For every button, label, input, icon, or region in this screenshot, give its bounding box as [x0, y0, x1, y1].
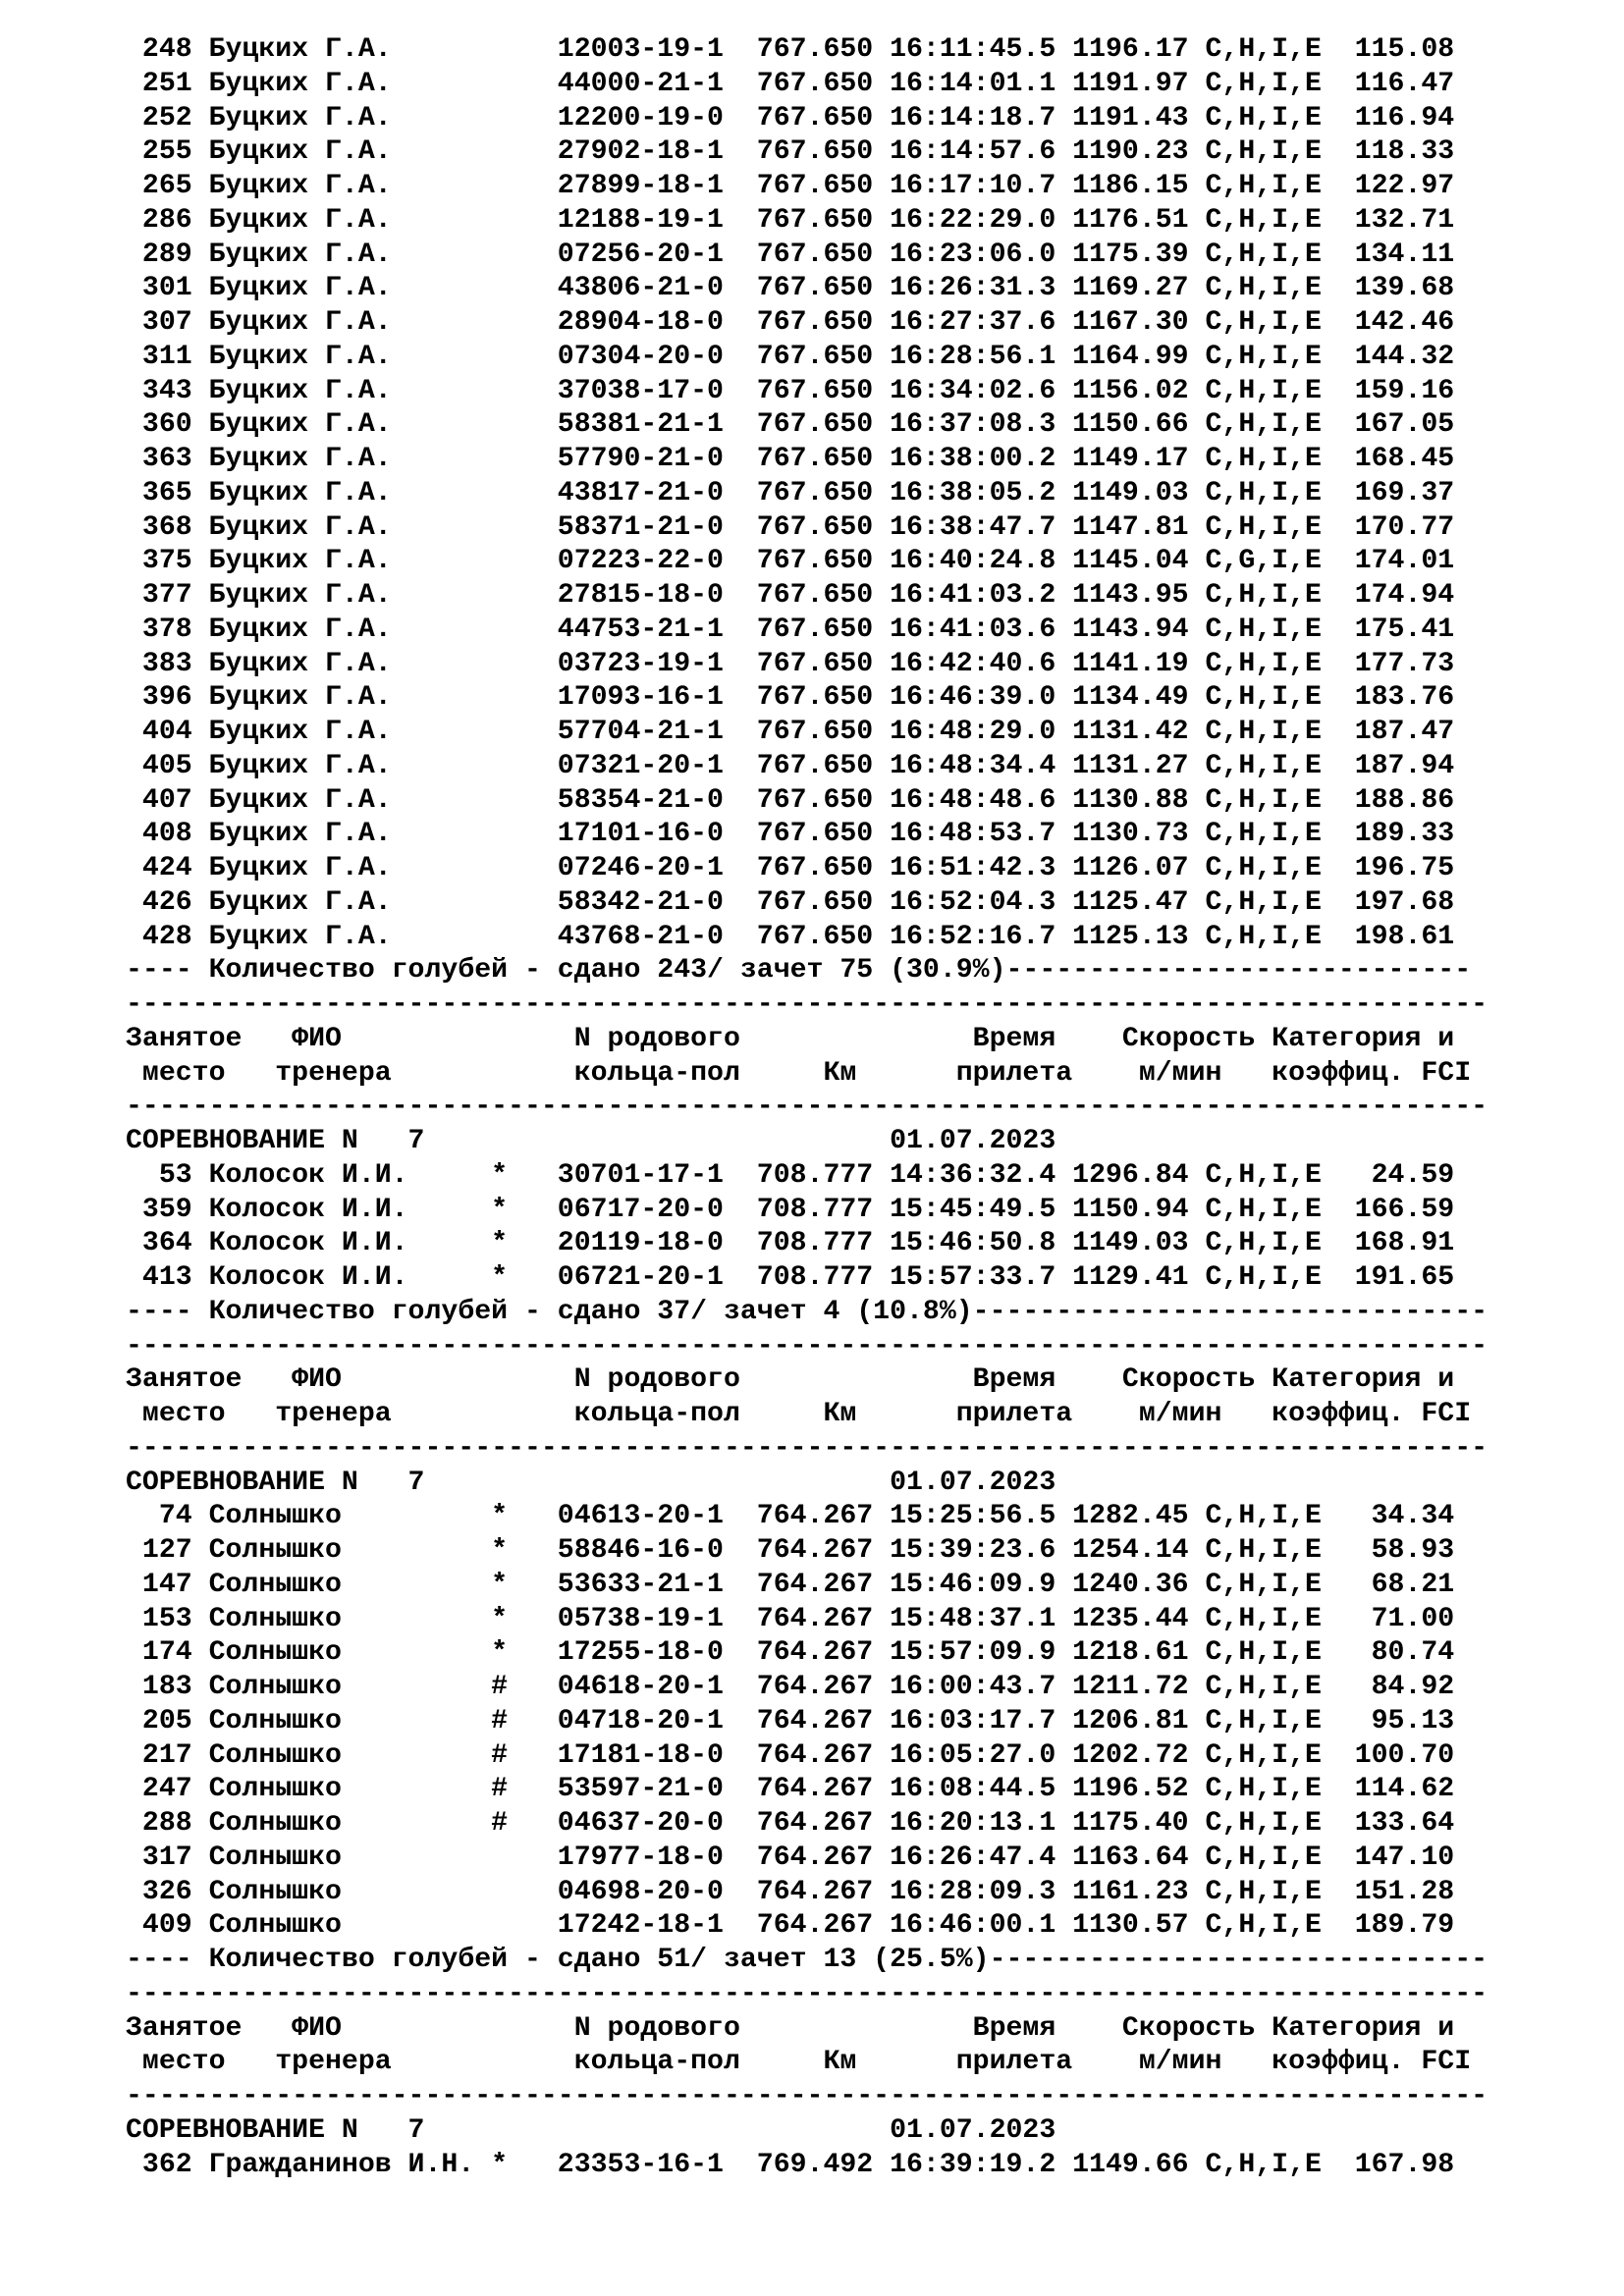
separator-rule: ---------------------------------------------------------------------------------- — [126, 1432, 1489, 1464]
separator-rule: ---------------------------------------------------------------------------------- — [126, 989, 1489, 1020]
table-row: 409 Солнышко 17242-18-1 764.267 16:46:00.1 1130.57 C,H,I,E 189.79 — [126, 1910, 1455, 1942]
table-row: 248 Буцких Г.А. 12003-19-1 767.650 16:11:45.5 1196.17 C,H,I,E 115.08 — [126, 34, 1455, 65]
table-row: 362 Гражданинов И.Н. * 23353-16-1 769.492 16:39:19.2 1149.66 C,H,I,E 167.98 — [126, 2149, 1455, 2180]
table-row: 407 Буцких Г.А. 58354-21-0 767.650 16:48:48.6 1130.88 C,H,I,E 188.86 — [126, 784, 1455, 816]
table-row: 408 Буцких Г.А. 17101-16-0 767.650 16:48:53.7 1130.73 C,H,I,E 189.33 — [126, 819, 1455, 850]
table-row: 174 Солнышко * 17255-18-0 764.267 15:57:09.9 1218.61 C,H,I,E 80.74 — [126, 1637, 1455, 1669]
table-row: 424 Буцких Г.А. 07246-20-1 767.650 16:51:42.3 1126.07 C,H,I,E 196.75 — [126, 853, 1455, 883]
table-row: 53 Колосок И.И. * 30701-17-1 708.777 14:36:32.4 1296.84 C,H,I,E 24.59 — [126, 1159, 1455, 1191]
table-row: 377 Буцких Г.А. 27815-18-0 767.650 16:41:03.2 1143.95 C,H,I,E 174.94 — [126, 580, 1455, 611]
table-row: 289 Буцких Г.А. 07256-20-1 767.650 16:23:06.0 1175.39 C,H,I,E 134.11 — [126, 239, 1455, 270]
table-row: 428 Буцких Г.А. 43768-21-0 767.650 16:52:16.7 1125.13 C,H,I,E 198.61 — [126, 921, 1455, 952]
results-document — [126, 33, 1598, 2182]
column-header-line-1: Занятое ФИО N родового Время Скорость Категория и — [126, 2012, 1455, 2044]
column-header-line-2: место тренера кольца-пол Км прилета м/мин коэффиц. FCI — [126, 2047, 1472, 2078]
summary-line: ---- Количество голубей - сдано 51/ зачет 13 (25.5%)------------------------------ — [126, 1945, 1489, 1975]
table-row: 343 Буцких Г.А. 37038-17-0 767.650 16:34:02.6 1156.02 C,H,I,E 159.16 — [126, 375, 1455, 406]
table-row: 147 Солнышко * 53633-21-1 764.267 15:46:09.9 1240.36 C,H,I,E 68.21 — [126, 1569, 1455, 1600]
table-row: 251 Буцких Г.А. 44000-21-1 767.650 16:14:01.1 1191.97 C,H,I,E 116.47 — [126, 68, 1455, 99]
table-row: 252 Буцких Г.А. 12200-19-0 767.650 16:14:18.7 1191.43 C,H,I,E 116.94 — [126, 102, 1455, 133]
table-row: 383 Буцких Г.А. 03723-19-1 767.650 16:42:40.6 1141.19 C,H,I,E 177.73 — [126, 648, 1455, 679]
table-row: 74 Солнышко * 04613-20-1 764.267 15:25:56.5 1282.45 C,H,I,E 34.34 — [126, 1501, 1455, 1532]
competition-title: СОРЕВНОВАНИЕ N 7 01.07.2023 — [126, 1126, 1056, 1156]
table-row: 205 Солнышко # 04718-20-1 764.267 16:03:17.7 1206.81 C,H,I,E 95.13 — [126, 1705, 1455, 1736]
table-row: 127 Солнышко * 58846-16-0 764.267 15:39:23.6 1254.14 C,H,I,E 58.93 — [126, 1535, 1455, 1566]
table-row: 404 Буцких Г.А. 57704-21-1 767.650 16:48:29.0 1131.42 C,H,I,E 187.47 — [126, 717, 1455, 747]
table-row: 326 Солнышко 04698-20-0 764.267 16:28:09.3 1161.23 C,H,I,E 151.28 — [126, 1876, 1455, 1907]
table-row: 364 Колосок И.И. * 20119-18-0 708.777 15:46:50.8 1149.03 C,H,I,E 168.91 — [126, 1228, 1455, 1259]
table-row: 378 Буцких Г.А. 44753-21-1 767.650 16:41:03.6 1143.94 C,H,I,E 175.41 — [126, 614, 1455, 645]
table-row: 153 Солнышко * 05738-19-1 764.267 15:48:37.1 1235.44 C,H,I,E 71.00 — [126, 1603, 1455, 1634]
table-row: 375 Буцких Г.А. 07223-22-0 767.650 16:40:24.8 1145.04 C,G,I,E 174.01 — [126, 546, 1455, 577]
separator-rule: ---------------------------------------------------------------------------------- — [126, 2081, 1489, 2111]
separator-rule: ---------------------------------------------------------------------------------- — [126, 1978, 1489, 2009]
summary-line: ---- Количество голубей - сдано 37/ зачет 4 (10.8%)------------------------------- — [126, 1296, 1489, 1327]
table-row: 396 Буцких Г.А. 17093-16-1 767.650 16:46:39.0 1134.49 C,H,I,E 183.76 — [126, 682, 1455, 714]
table-row: 426 Буцких Г.А. 58342-21-0 767.650 16:52:04.3 1125.47 C,H,I,E 197.68 — [126, 886, 1455, 918]
table-row: 265 Буцких Г.А. 27899-18-1 767.650 16:17:10.7 1186.15 C,H,I,E 122.97 — [126, 171, 1455, 201]
table-row: 288 Солнышко # 04637-20-0 764.267 16:20:13.1 1175.40 C,H,I,E 133.64 — [126, 1808, 1455, 1839]
column-header-line-1: Занятое ФИО N родового Время Скорость Категория и — [126, 1023, 1455, 1054]
table-row: 359 Колосок И.И. * 06717-20-0 708.777 15:45:49.5 1150.94 C,H,I,E 166.59 — [126, 1194, 1455, 1225]
table-row: 301 Буцких Г.А. 43806-21-0 767.650 16:26:31.3 1169.27 C,H,I,E 139.68 — [126, 273, 1455, 304]
summary-line: ---- Количество голубей - сдано 243/ зачет 75 (30.9%)---------------------------- — [126, 955, 1472, 987]
separator-rule: ---------------------------------------------------------------------------------- — [126, 1330, 1489, 1362]
table-row: 255 Буцких Г.А. 27902-18-1 767.650 16:14:57.6 1190.23 C,H,I,E 118.33 — [126, 136, 1455, 168]
table-row: 405 Буцких Г.А. 07321-20-1 767.650 16:48:34.4 1131.27 C,H,I,E 187.94 — [126, 750, 1455, 781]
competition-title: СОРЕВНОВАНИЕ N 7 01.07.2023 — [126, 1467, 1056, 1498]
table-row: 217 Солнышко # 17181-18-0 764.267 16:05:27.0 1202.72 C,H,I,E 100.70 — [126, 1739, 1455, 1771]
table-row: 365 Буцких Г.А. 43817-21-0 767.650 16:38:05.2 1149.03 C,H,I,E 169.37 — [126, 477, 1455, 508]
table-row: 307 Буцких Г.А. 28904-18-0 767.650 16:27:37.6 1167.30 C,H,I,E 142.46 — [126, 307, 1455, 338]
column-header-line-2: место тренера кольца-пол Км прилета м/мин коэффиц. FCI — [126, 1057, 1472, 1089]
table-row: 413 Колосок И.И. * 06721-20-1 708.777 15:57:33.7 1129.41 C,H,I,E 191.65 — [126, 1262, 1455, 1293]
table-row: 360 Буцких Г.А. 58381-21-1 767.650 16:37:08.3 1150.66 C,H,I,E 167.05 — [126, 409, 1455, 441]
competition-title: СОРЕВНОВАНИЕ N 7 01.07.2023 — [126, 2114, 1056, 2146]
table-row: 247 Солнышко # 53597-21-0 764.267 16:08:44.5 1196.52 C,H,I,E 114.62 — [126, 1774, 1455, 1805]
column-header-line-1: Занятое ФИО N родового Время Скорость Категория и — [126, 1364, 1455, 1396]
table-row: 183 Солнышко # 04618-20-1 764.267 16:00:43.7 1211.72 C,H,I,E 84.92 — [126, 1672, 1455, 1702]
table-row: 317 Солнышко 17977-18-0 764.267 16:26:47.4 1163.64 C,H,I,E 147.10 — [126, 1842, 1455, 1873]
table-row: 311 Буцких Г.А. 07304-20-0 767.650 16:28:56.1 1164.99 C,H,I,E 144.32 — [126, 341, 1455, 372]
separator-rule: ---------------------------------------------------------------------------------- — [126, 1092, 1489, 1123]
table-row: 363 Буцких Г.А. 57790-21-0 767.650 16:38:00.2 1149.17 C,H,I,E 168.45 — [126, 444, 1455, 474]
table-row: 286 Буцких Г.А. 12188-19-1 767.650 16:22:29.0 1176.51 C,H,I,E 132.71 — [126, 204, 1455, 236]
column-header-line-2: место тренера кольца-пол Км прилета м/мин коэффиц. FCI — [126, 1399, 1472, 1429]
table-row: 368 Буцких Г.А. 58371-21-0 767.650 16:38:47.7 1147.81 C,H,I,E 170.77 — [126, 511, 1455, 543]
